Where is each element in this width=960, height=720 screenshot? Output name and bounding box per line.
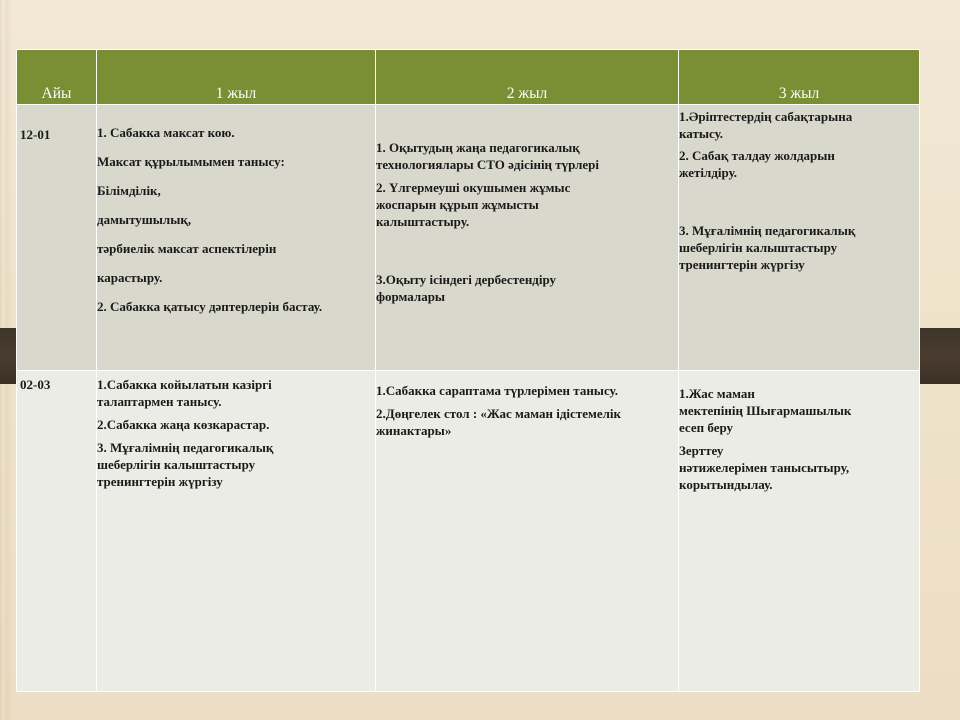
header-year-2: 2 жыл: [376, 50, 679, 105]
plan-item: технологиялары СТО әдісінің түрлері: [376, 157, 599, 172]
plan-item: Зерттеу: [679, 443, 724, 458]
plan-item: тренингтерін жүргізу: [679, 257, 805, 272]
plan-item: 1.Сабакка сараптама түрлерімен танысу.: [376, 383, 619, 398]
plan-item: 2. Сабакка қатысу дәптерлерін бастау.: [97, 299, 323, 314]
plan-item: 3.Оқыту ісіндегі дербестендіру: [376, 272, 557, 287]
cell-year-1: [97, 371, 376, 692]
plan-item: карастыру.: [97, 270, 163, 285]
plan-item: 1. Сабакка максат кою.: [97, 125, 235, 140]
table-row: [17, 105, 920, 371]
row-month: 12-01: [17, 105, 97, 371]
plan-item: 1.Жас маман: [679, 386, 755, 401]
plan-item: 1.Әріптестердің сабақтарына: [679, 109, 853, 124]
plan-item: Білімділік,: [97, 183, 161, 198]
plan-item: Максат құрылымымен танысу:: [97, 154, 285, 169]
plan-item: формалары: [376, 289, 446, 304]
plan-item: жоспарын құрып жұмысты: [376, 197, 539, 212]
cell-year-1: [97, 105, 376, 371]
table-header-row: [17, 50, 920, 105]
cell-year-3: [679, 105, 920, 371]
plan-item: 3. Мұғалімнің педагогикалық: [679, 223, 856, 238]
header-month: Айы: [17, 50, 97, 105]
plan-item: 1.Сабакка койылатын казіргі: [97, 377, 272, 392]
plan-item: катысу.: [679, 126, 724, 141]
plan-item: 3. Мұғалімнің педагогикалық: [97, 440, 274, 455]
plan-item: тәрбиелік максат аспектілерін: [97, 241, 277, 256]
row-month: 02-03: [17, 371, 97, 692]
plan-table: [16, 49, 920, 692]
plan-item: 2. Үлгермеуші окушымен жұмыс: [376, 180, 571, 195]
plan-item: мектепінің Шығармашылык: [679, 403, 852, 418]
header-year-3: 3 жыл: [679, 50, 920, 105]
plan-item: калыштастыру.: [376, 214, 470, 229]
plan-item: 2. Сабақ талдау жолдарын: [679, 148, 835, 163]
cell-year-3: [679, 371, 920, 692]
plan-item: жинактары»: [376, 423, 452, 438]
plan-item: тренингтерін жүргізу: [97, 474, 223, 489]
cell-year-2: [376, 105, 679, 371]
plan-item: есеп беру: [679, 420, 734, 435]
plan-item: 1. Оқытудың жаңа педагогикалық: [376, 140, 580, 155]
plan-item: шеберлігін калыштастыру: [679, 240, 838, 255]
plan-item: жетілдіру.: [679, 165, 738, 180]
plan-item: талаптармен танысу.: [97, 394, 222, 409]
cell-year-2: [376, 371, 679, 692]
table-row: [17, 371, 920, 692]
plan-item: дамытушылық,: [97, 212, 192, 227]
plan-item: шеберлігін калыштастыру: [97, 457, 256, 472]
plan-item: нәтижелерімен танысытыру,: [679, 460, 850, 475]
header-year-1: 1 жыл: [97, 50, 376, 105]
plan-item: 2.Дөңгелек стол : «Жас маман ідістемелік: [376, 406, 621, 421]
plan-item: 2.Сабакка жаңа көзкарастар.: [97, 417, 270, 432]
plan-item: корытындылау.: [679, 477, 773, 492]
